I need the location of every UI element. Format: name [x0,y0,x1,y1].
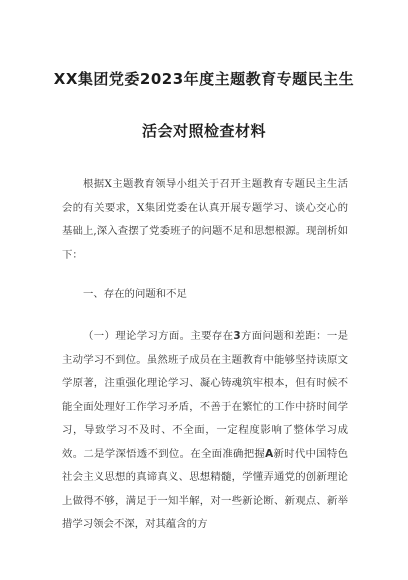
body-paragraph-text-2: 方面问题和差距：一是主动学习不到位。虽然班子成员在主题教育中能够坚持读原文学原著，注重强化理论学习、凝心铸魂筑牢根本，但有时候不能全面处理好工作学习矛盾，不善于在繁忙的工作中挤时间学习，导致学习不及时、不全面，一定程度影响了整体学习成效。二是学深悟透不到位。在全面准确把握 [62,330,349,460]
body-paragraph-number: 3 [233,330,241,342]
document-title-line-2: 活会对照检查材料 [141,122,266,140]
document-title-line-1: XX集团党委2023年度主题教育专题民主生 [53,70,355,88]
section-heading: 一、存在的问题和不足 [83,288,187,300]
body-paragraph-text-1: （一）理论学习方面。主要存在 [83,330,234,342]
body-paragraph-text-3: 新时代中国特色社会主义思想的真谛真义、思想精髓，学懂弄通党的创新理论上做得不够，满足于一知半解，对一些新论断、新观点、新举措学习领会不深，对其蕴含的方 [62,447,349,530]
body-paragraph-letter: A [265,447,274,460]
intro-paragraph: 根据X主题教育领导小组关于召开主题教育专题民主生活会的有关要求，X集团党委在认真开展专题学习、谈心交心的基础上,深入查摆了党委班子的问题不足和思想根源。现剖析如下： [62,178,348,261]
body-paragraph [62,325,348,537]
